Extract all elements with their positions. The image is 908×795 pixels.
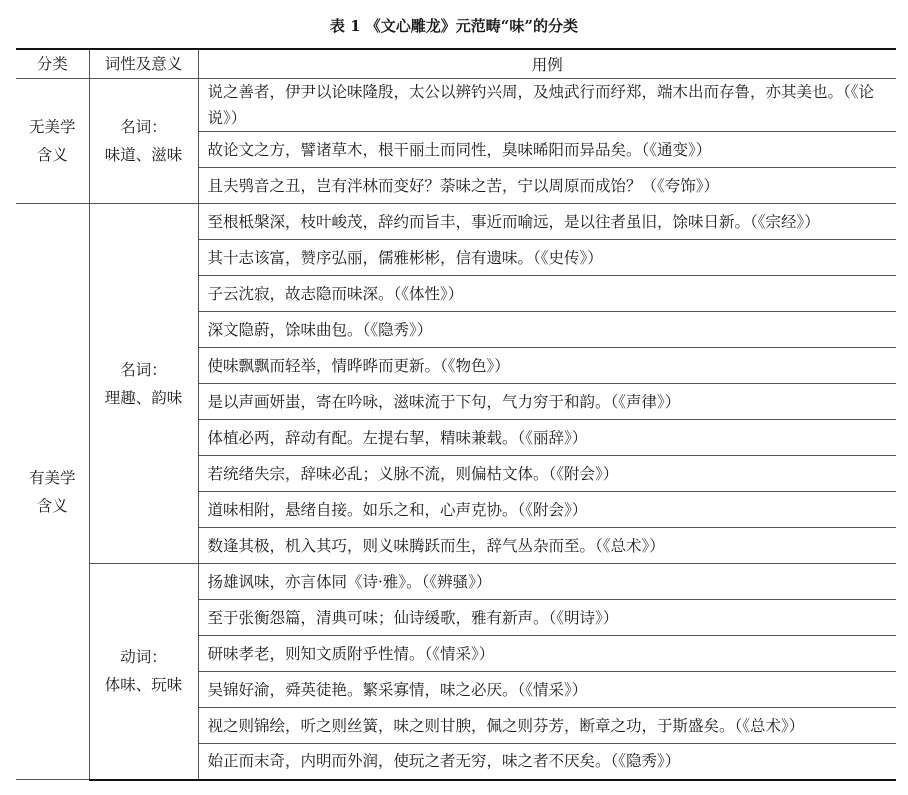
example-cell: 始正而末奇，内明而外润，使玩之者无穷，味之者不厌矣。（《隐秀》） (198, 744, 896, 780)
pos-cell (89, 79, 198, 204)
example-cell: 数逢其极，机入其巧，则义味腾跃而生，辞气丛杂而至。（《总术》） (198, 528, 896, 564)
header-pos: 词性及意义 (89, 49, 198, 79)
example-cell: 扬雄讽味，亦言体同《诗·雅》。（《辨骚》） (198, 564, 896, 600)
classification-table (16, 48, 896, 781)
example-cell: 至于张衡怨篇，清典可味；仙诗缓歌，雅有新声。（《明诗》） (198, 600, 896, 636)
example-cell: 吴锦好渝，舜英徒艳。繁采寡情，味之必厌。（《情采》） (198, 672, 896, 708)
category-label-line: 含义 (36, 146, 68, 164)
example-cell: 使味飘飘而轻举，情晔晔而更新。（《物色》） (198, 348, 896, 384)
category-label-line: 无美学 (28, 118, 76, 136)
example-cell: 深文隐蔚，馀味曲包。（《隐秀》） (198, 312, 896, 348)
example-cell: 视之则锦绘，听之则丝簧，味之则甘腴，佩之则芬芳，断章之功，于斯盛矣。（《总术》） (198, 708, 896, 744)
table-caption: 表 1 《文心雕龙》元范畴“味”的分类 (329, 17, 579, 35)
pos-label-line: 名词： (120, 118, 167, 136)
header-row (16, 49, 896, 79)
table-row (16, 564, 896, 600)
pos-label-line: 理趣、韵味 (104, 388, 183, 407)
pos-cell (89, 564, 198, 780)
category-cell (16, 79, 89, 204)
example-cell: 体植必两，辞动有配。左提右挈，精味兼载。（《丽辞》） (198, 420, 896, 456)
example-cell: 说之善者，伊尹以论味隆殷，太公以辨钓兴周，及烛武行而纾郑，端木出而存鲁，亦其美也。（《论说》） (198, 79, 896, 132)
example-cell: 且夫鸮音之丑，岂有泮林而变好？荼味之苦，宁以周原而成饴？（《夸饰》） (198, 168, 896, 204)
header-category: 分类 (16, 49, 89, 79)
header-examples: 用例 (198, 49, 896, 79)
pos-cell (89, 204, 198, 564)
example-cell: 其十志该富，赞序弘丽，儒雅彬彬，信有遗味。（《史传》） (198, 240, 896, 276)
pos-label-line: 味道、滋味 (104, 146, 183, 164)
pos-label-line: 体味、玩味 (104, 676, 183, 695)
example-cell: 是以声画妍蚩，寄在吟咏，滋味流于下句，气力穷于和韵。（《声律》） (198, 384, 896, 420)
example-cell: 研味孝老，则知文质附乎性情。（《情采》） (198, 636, 896, 672)
example-cell: 若统绪失宗，辞味必乱；义脉不流，则偏枯文体。（《附会》） (198, 456, 896, 492)
category-label-line: 含义 (36, 496, 68, 515)
example-cell: 子云沈寂，故志隐而味深。（《体性》） (198, 276, 896, 312)
example-cell: 至根柢槃深，枝叶峻茂，辞约而旨丰，事近而喻远，是以往者虽旧，馀味日新。（《宗经》） (198, 204, 896, 240)
pos-label-line: 名词： (120, 360, 167, 379)
example-cell: 道味相附，悬绪自接。如乐之和，心声克协。（《附会》） (198, 492, 896, 528)
category-label-line: 有美学 (28, 468, 76, 487)
category-cell (16, 204, 89, 780)
table-body (16, 79, 896, 780)
table-row (16, 79, 896, 132)
pos-label-line: 动词： (120, 648, 167, 667)
table-row (16, 204, 896, 240)
example-cell: 故论文之方，譬诸草木，根干丽土而同性，臭味晞阳而异品矣。（《通变》） (198, 132, 896, 168)
